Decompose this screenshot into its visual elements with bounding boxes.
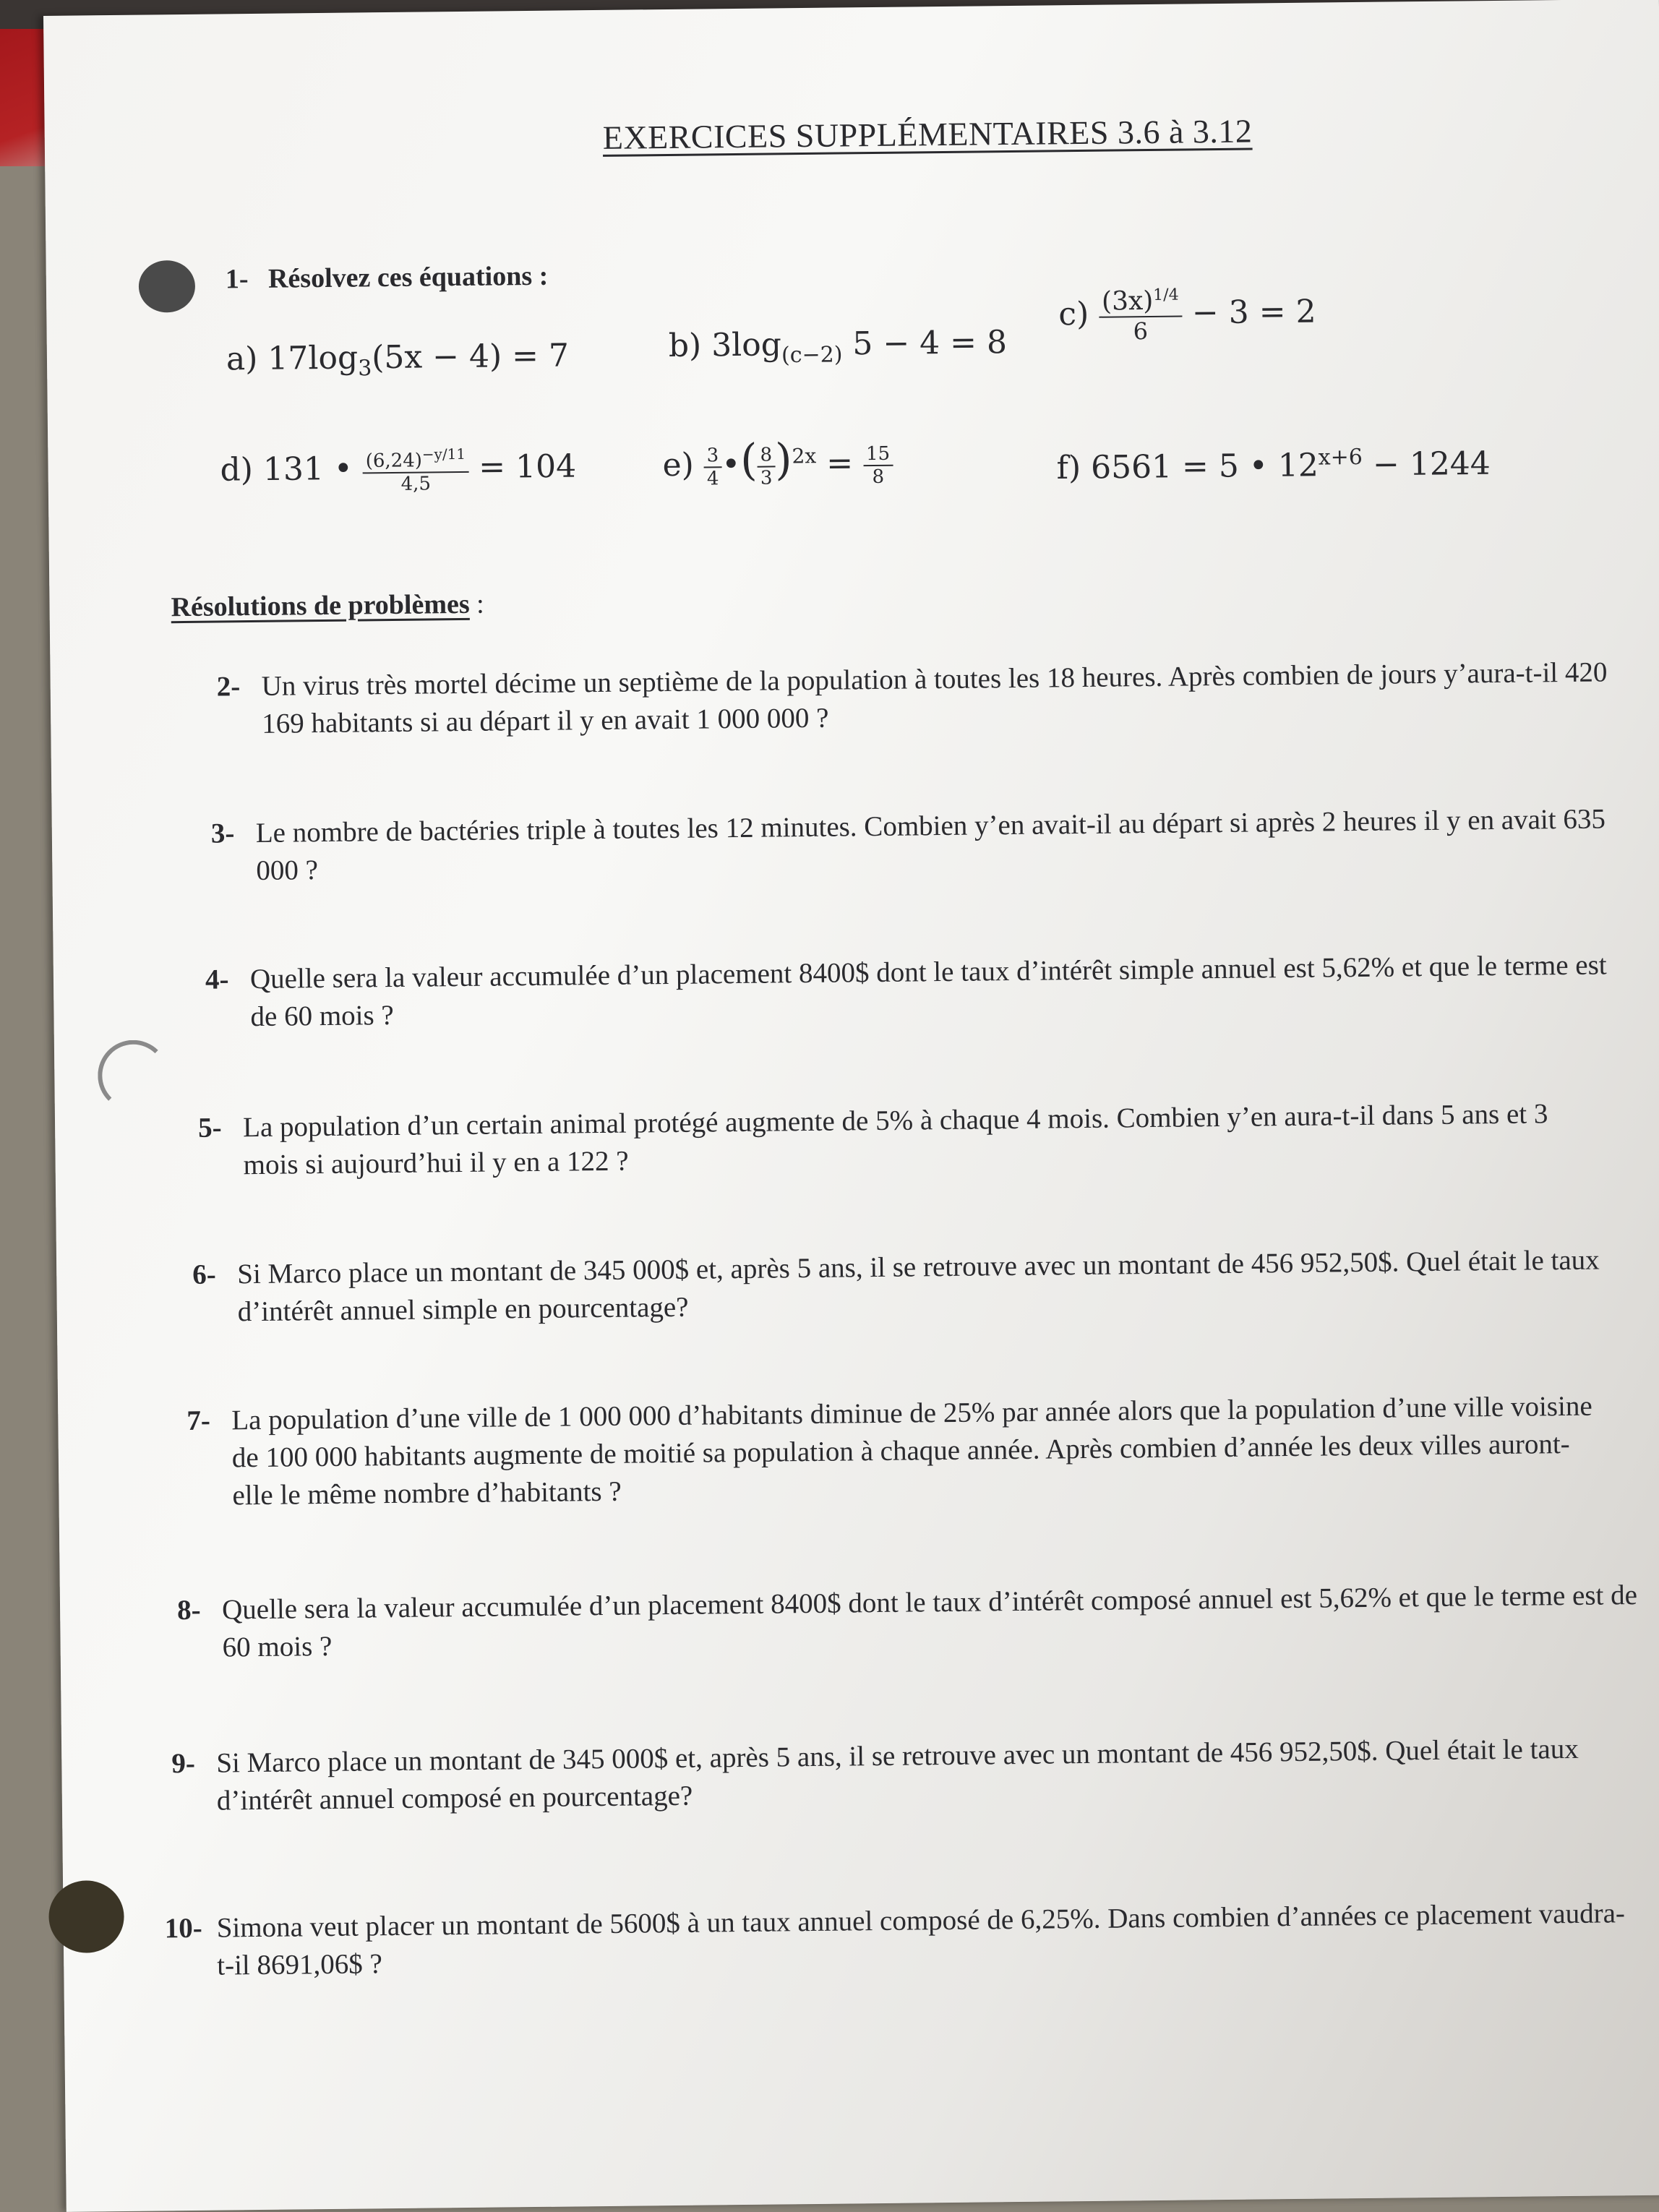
problem-item — [187, 1387, 1647, 1512]
problem-number: 3- — [210, 818, 235, 849]
problem-text: La population d’une ville de 1 000 000 d’habitants diminue de 25% par année alors que la population d’une ville voisine de 100 000 habitants augmente de moitié sa population à chaque année. Après combien d’année les deux villes auront-elle le même nombre d’habitants ? — [231, 1390, 1592, 1512]
problem-item — [197, 1094, 1644, 1181]
equation-f-lhs: 6561 = 5 • 12 — [1090, 447, 1319, 486]
equation-d-fraction — [363, 445, 469, 495]
fraction-denominator: 4,5 — [400, 473, 432, 495]
equation-e-fraction-1 — [703, 445, 721, 489]
fraction-denominator: 8 — [872, 466, 885, 488]
worksheet-page — [43, 0, 1659, 2212]
equation-label: e) — [662, 446, 695, 484]
section2-title: Résolutions de problèmes — [171, 588, 470, 623]
equation-e-fraction-3 — [863, 442, 893, 487]
punch-hole-ring — [98, 1039, 169, 1111]
problem-text: Quelle sera la valeur accumulée d’un placement 8400$ dont le taux d’intérêt simple annuel est 5,62% et que le terme est de 60 mois ? — [249, 949, 1607, 1033]
punch-hole — [48, 1880, 124, 1953]
problem-item — [164, 1895, 1653, 1981]
problem-number: 10- — [164, 1912, 202, 1945]
problem-number: 9- — [171, 1747, 196, 1780]
equation-label: f) — [1056, 449, 1081, 487]
equation-d — [220, 444, 576, 497]
equation-c-fraction — [1099, 286, 1183, 346]
equation-d-rest: = 104 — [479, 447, 577, 486]
exponent: −y/11 — [421, 445, 466, 463]
multiply-dot: • — [721, 445, 741, 484]
section2-colon: : — [469, 588, 484, 620]
equation-f — [1056, 443, 1491, 486]
section1-title: Résolvez ces équations : — [267, 260, 549, 294]
problem-number: 6- — [192, 1259, 216, 1290]
problem-item — [216, 653, 1647, 740]
problem-item — [210, 800, 1642, 886]
fraction-numerator: 15 — [863, 442, 893, 466]
equation-a-argument: (5x − 4) = 7 — [371, 337, 570, 377]
problem-text: Quelle sera la valeur accumulée d’un placement 8400$ dont le taux d’intérêt composé annuel est 5,62% et que le terme est de 60 mois ? — [221, 1579, 1638, 1663]
exponent: x+6 — [1318, 444, 1363, 471]
problem-text: La population d’un certain animal protégé augmente de 5% à chaque 4 mois. Combien y’en aura-t-il dans 5 ans et 3 mois si aujourd’hui il y en a 122 ? — [242, 1098, 1548, 1181]
fraction-denominator: 6 — [1133, 317, 1149, 346]
fraction-numerator: 3 — [703, 445, 721, 468]
page-title: EXERCICES SUPPLÉMENTAIRES 3.6 à 3.12 — [602, 112, 1253, 156]
equation-e: e) $\frac{3}{4}$ •( $\frac{8}{3}$ )$^{2x}$ = $\frac{15}{8}$ — [662, 434, 893, 490]
equation-label: a) — [226, 340, 258, 378]
punch-hole — [139, 260, 196, 313]
equation-b-base: (c−2) — [781, 342, 843, 369]
problem-number: 8- — [176, 1594, 201, 1626]
problem-number: 2- — [216, 671, 241, 703]
problem-item — [205, 946, 1644, 1033]
problem-item — [176, 1577, 1652, 1663]
equation-c-rest: − 3 = 2 — [1191, 293, 1316, 332]
section2-heading — [171, 588, 484, 624]
equation-label: b) — [668, 327, 702, 364]
problem-text: Simona veut placer un montant de 5600$ à un taux annuel composé de 6,25%. Dans combien d’années ce placement vaudra-t-il 8691,06$ ? — [216, 1898, 1626, 1981]
section1-heading — [226, 260, 549, 296]
equals-sign: = — [826, 445, 854, 482]
exponent: 1/4 — [1153, 286, 1179, 304]
problem-item — [171, 1730, 1653, 1817]
equation-label: c) — [1058, 295, 1089, 333]
equation-label: d) — [220, 451, 254, 489]
problem-text: Si Marco place un montant de 345 000$ et, après 5 ans, il se retrouve avec un montant de 456 952,50$. Quel était le taux d’intérêt annuel simple en pourcentage? — [237, 1244, 1600, 1328]
problem-text: Si Marco place un montant de 345 000$ et, après 5 ans, il se retrouve avec un montant de 456 952,50$. Quel était le taux d’intérêt annuel composé en pourcentage? — [216, 1733, 1579, 1817]
problem-number: 5- — [197, 1112, 222, 1144]
equation-b — [669, 324, 1008, 369]
equation-b-argument: 5 − 4 = 8 — [852, 324, 1008, 363]
equation-a — [226, 337, 570, 382]
problem-text: Un virus très mortel décime un septième de la population à toutes les 18 heures. Après combien de jours y’aura-t-il 420 169 habitants si au départ il y en avait 1 000 000 ? — [261, 656, 1608, 740]
equation-e-fraction-2 — [757, 444, 775, 489]
equation-a-base: 3 — [358, 356, 372, 382]
fraction-numerator: (3x) — [1101, 286, 1154, 317]
equation-f-rest: − 1244 — [1372, 445, 1491, 484]
problem-text: Le nombre de bactéries triple à toutes les 12 minutes. Combien y’en avait-il au départ si après 2 heures il y en avait 635 000 ? — [255, 803, 1606, 886]
section1-number: 1- — [225, 264, 249, 295]
fraction-numerator: 8 — [757, 444, 775, 467]
equation-c — [1058, 285, 1316, 346]
fraction-denominator: 3 — [760, 466, 773, 489]
fraction-numerator: (6,24) — [365, 450, 423, 473]
problem-item — [192, 1241, 1645, 1328]
fraction-denominator: 4 — [706, 467, 719, 489]
equation-b-log: 3log — [711, 326, 782, 364]
problem-number: 7- — [187, 1405, 211, 1437]
equation-d-coefficient: 131 • — [262, 450, 353, 489]
problem-number: 4- — [205, 964, 229, 995]
equation-a-log: 17log — [267, 339, 359, 377]
exponent: 2x — [792, 444, 817, 468]
